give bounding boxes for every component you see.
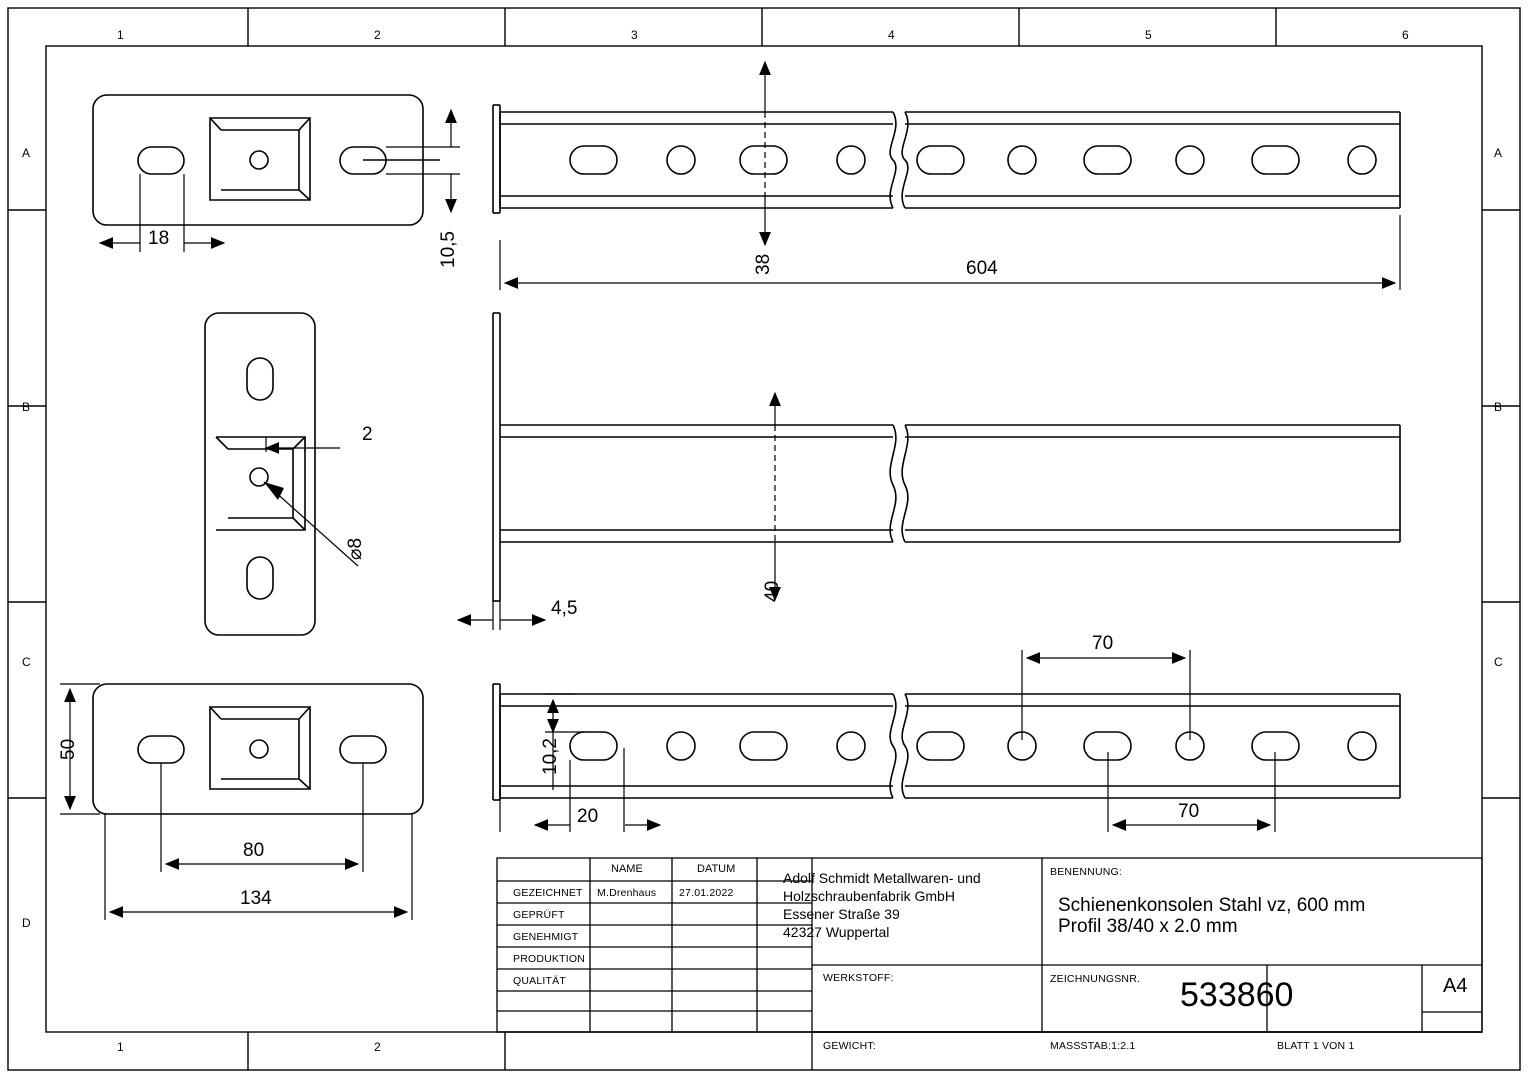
titleblock-row-label-qualitaet: QUALITÄT [513,975,566,987]
zone-top-1: 1 [117,28,124,42]
zone-top-2: 2 [374,28,381,42]
zeichnungsnr-value: 533860 [1180,976,1294,1014]
company-line-2: Holzschraubenfabrik GmbH [783,888,955,904]
zone-left-d: D [22,916,31,930]
company-line-1: Adolf Schmidt Metallwaren- und [783,870,981,886]
dimension-4-5: 4,5 [551,598,578,619]
dimension-70-lower: 70 [1178,801,1200,822]
dimension-diameter-8 [344,538,367,560]
zone-right-b: B [1494,400,1503,414]
company-line-3: Essener Straße 39 [783,906,900,922]
dimension-80: 80 [243,840,265,861]
dimension-18: 18 [148,228,170,249]
dimension-2: 2 [362,424,373,445]
benennung-line-2: Profil 38/40 x 2.0 mm [1058,916,1238,937]
zone-left-a: A [22,146,31,160]
titleblock-row-label-produktion: PRODUKTION [513,953,586,965]
dimension-40: 40 [762,580,783,602]
blatt: BLATT 1 VON 1 [1277,1040,1355,1052]
zeichnungsnr-label: ZEICHNUNGSNR. [1050,973,1141,985]
company-line-4: 42327 Wuppertal [783,924,890,940]
dimension-70-upper: 70 [1092,633,1114,654]
zone-top-5: 5 [1145,28,1152,42]
titleblock-gezeichnet-datum: 27.01.2022 [679,887,734,899]
diameter-value: 8 [345,537,366,549]
dimension-38: 38 [753,253,774,275]
zone-right-a: A [1494,146,1503,160]
gewicht-label: GEWICHT: [823,1040,876,1052]
benennung-line-1: Schienenkonsolen Stahl vz, 600 mm [1058,895,1366,916]
sheet-format: A4 [1443,975,1468,997]
zone-left-c: C [22,655,31,669]
zone-top-3: 3 [631,28,638,42]
massstab: MASSSTAB:1:2.1 [1050,1040,1136,1052]
zone-top-4: 4 [888,28,895,42]
zone-bottom-1: 1 [117,1040,124,1054]
titleblock-row-label-gezeichnet: GEZEICHNET [513,887,583,899]
diameter-symbol-icon: ⌀ [345,548,366,560]
dimension-134: 134 [240,888,272,909]
dimension-50: 50 [58,738,79,760]
benennung-label: BENENNUNG: [1050,866,1123,878]
zone-top-6: 6 [1402,28,1409,42]
dimension-20: 20 [577,806,599,827]
dimension-10-5: 10,5 [438,231,459,268]
titleblock-row-label-genehmigt: GENEHMIGT [513,931,579,943]
werkstoff-label: WERKSTOFF: [823,972,894,984]
titleblock-header-datum: DATUM [697,863,736,875]
titleblock-row-label-geprueft: GEPRÜFT [513,909,565,921]
zone-right-c: C [1494,655,1503,669]
titleblock-header-name: NAME [611,863,643,875]
zone-left-b: B [22,400,31,414]
titleblock-gezeichnet-name: M.Drenhaus [597,887,657,899]
dimension-604: 604 [966,258,998,279]
dimension-10-2: 10,2 [540,738,561,775]
zone-bottom-2: 2 [374,1040,381,1054]
